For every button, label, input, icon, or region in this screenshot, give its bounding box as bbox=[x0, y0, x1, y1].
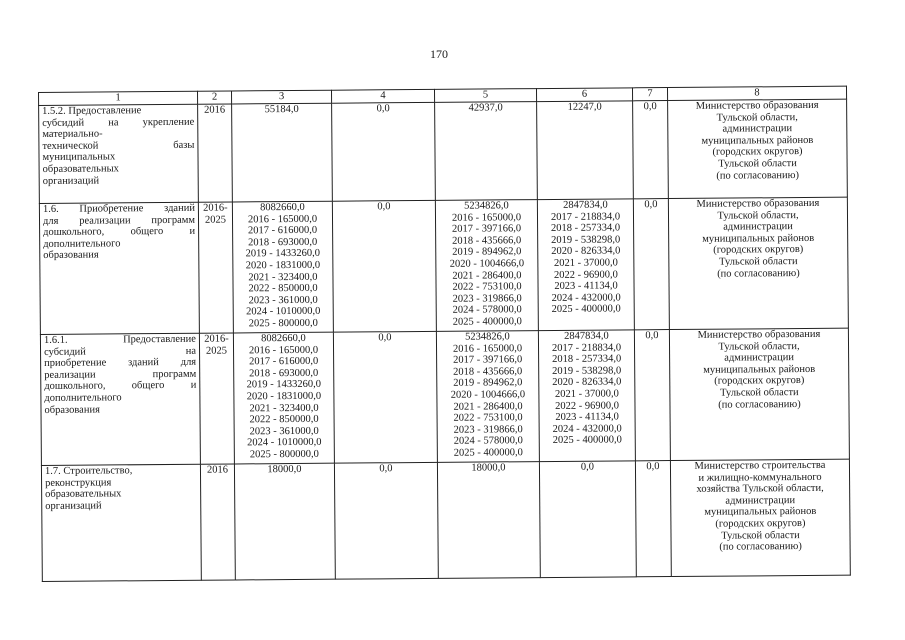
activity-name bbox=[39, 202, 199, 334]
cell-line: 2017 - 218834,0 bbox=[550, 211, 621, 223]
other-funding bbox=[633, 199, 669, 330]
period-cell bbox=[198, 104, 233, 202]
cell-line: реализации программ bbox=[44, 368, 197, 381]
cell-line: 55184,0 bbox=[264, 103, 299, 116]
cell-line: 2021 - 323400,0 bbox=[249, 402, 319, 414]
total-funding bbox=[232, 103, 333, 202]
cell-line: 0,0 bbox=[643, 101, 657, 113]
cell-line: 2017 - 616000,0 bbox=[247, 224, 318, 237]
cell-line: 2018 - 693000,0 bbox=[249, 367, 319, 380]
regional-funding bbox=[435, 200, 538, 332]
executor-cell bbox=[670, 459, 850, 576]
cell-line: Министерство строительства bbox=[694, 459, 826, 472]
column-number: 3 bbox=[231, 90, 331, 104]
cell-line: организаций bbox=[42, 175, 100, 187]
cell-line: 2016 bbox=[206, 464, 229, 476]
cell-line: 2024 - 432000,0 bbox=[551, 292, 621, 304]
cell-line: администрации bbox=[725, 494, 796, 507]
cell-line: 2025 - 800000,0 bbox=[249, 448, 319, 461]
regional-funding bbox=[437, 462, 540, 579]
cell-line: материально- bbox=[42, 128, 103, 141]
cell-line: 2024 - 578000,0 bbox=[452, 304, 522, 317]
cell-line: 2019 - 538298,0 bbox=[551, 234, 621, 246]
cell-line: Тульской области, bbox=[716, 111, 798, 124]
cell-line: образования bbox=[43, 249, 99, 262]
cell-line: 2019 - 538298,0 bbox=[552, 365, 622, 377]
cell-line: и жилищно-коммунального bbox=[698, 471, 822, 484]
cell-line: (по согласованию) bbox=[716, 169, 799, 182]
cell-line: 2018 - 693000,0 bbox=[248, 236, 318, 249]
cell-line: Тульской области bbox=[720, 387, 799, 399]
cell-line: Министерство образования bbox=[695, 99, 819, 112]
cell-line: 2016 - 165000,0 bbox=[247, 213, 318, 225]
cell-line: Тульской области bbox=[718, 158, 797, 170]
cell-line: 2023 - 41134,0 bbox=[555, 411, 619, 424]
cell-line: 2024 - 432000,0 bbox=[552, 423, 622, 435]
cell-line: 2025 - 800000,0 bbox=[248, 317, 318, 330]
cell-line: 0,0 bbox=[644, 199, 658, 211]
cell-line: 2020 - 1004666,0 bbox=[450, 389, 526, 401]
cell-line: 2025 - 400000,0 bbox=[452, 316, 522, 328]
cell-line: 2016 - 165000,0 bbox=[248, 344, 319, 356]
page-number: 170 bbox=[430, 47, 448, 61]
cell-line: 18000,0 bbox=[267, 463, 302, 476]
cell-line: дополнительного bbox=[44, 392, 122, 404]
municipal-funding bbox=[537, 199, 634, 331]
cell-line: 18000,0 bbox=[471, 462, 506, 474]
cell-line: администрации bbox=[722, 123, 793, 135]
cell-line: 2020 - 826334,0 bbox=[551, 245, 621, 258]
column-number: 2 bbox=[197, 91, 231, 104]
municipal-funding bbox=[539, 461, 636, 578]
cell-line: 2025 - 400000,0 bbox=[551, 303, 621, 316]
cell-line: 2847834,0 bbox=[564, 330, 609, 342]
cell-line: 8082660,0 bbox=[260, 201, 305, 214]
cell-line: 2016 bbox=[204, 104, 226, 116]
regional-funding bbox=[435, 102, 538, 201]
table-row bbox=[41, 459, 850, 581]
municipal-funding bbox=[537, 101, 634, 200]
cell-line: дополнительного bbox=[43, 238, 121, 250]
cell-line: 2017 - 616000,0 bbox=[249, 355, 319, 368]
cell-line: муниципальных bbox=[42, 151, 116, 164]
cell-line: 2020 - 1831000,0 bbox=[245, 259, 321, 272]
cell-line: (городских округов) bbox=[715, 517, 806, 530]
cell-line: 5234826,0 bbox=[465, 331, 510, 343]
cell-line: 2016 - 165000,0 bbox=[452, 342, 523, 355]
cell-line: 2018 - 257334,0 bbox=[552, 353, 622, 366]
cell-line: 2025 - 400000,0 bbox=[453, 447, 523, 459]
cell-line: 2024 - 578000,0 bbox=[453, 435, 523, 448]
cell-line: 12247,0 bbox=[567, 101, 602, 113]
cell-line: 2023 - 319866,0 bbox=[453, 423, 523, 436]
municipal-funding bbox=[538, 330, 635, 462]
column-number: 6 bbox=[536, 88, 632, 102]
cell-line: 2022 - 96900,0 bbox=[555, 400, 619, 412]
total-funding bbox=[232, 201, 333, 333]
period-cell bbox=[199, 333, 234, 464]
cell-line: 0,0 bbox=[378, 332, 392, 344]
cell-line: 2025 - 400000,0 bbox=[552, 434, 622, 447]
cell-line: 1.5.2. Предоставление bbox=[42, 105, 142, 117]
cell-line: реконструкция bbox=[45, 477, 112, 489]
cell-line: 2022 - 753100,0 bbox=[453, 412, 523, 424]
federal-funding bbox=[332, 102, 436, 201]
cell-line: для реализации программ bbox=[42, 214, 196, 227]
cell-line: 2019 - 1433260,0 bbox=[246, 379, 322, 391]
cell-line: 2025 bbox=[204, 214, 227, 226]
cell-line: приобретение зданий для bbox=[44, 356, 197, 370]
cell-line: 2018 - 435666,0 bbox=[453, 365, 523, 378]
cell-line: 0,0 bbox=[580, 461, 595, 473]
federal-funding bbox=[334, 462, 438, 579]
cell-line: Министерство образования bbox=[697, 328, 821, 341]
cell-line: администрации bbox=[723, 221, 793, 233]
cell-line: субсидий на bbox=[43, 345, 197, 358]
cell-line: 2016 - 165000,0 bbox=[451, 211, 522, 224]
period-cell bbox=[200, 464, 235, 580]
cell-line: 2021 - 37000,0 bbox=[554, 388, 619, 400]
cell-line: образовательных bbox=[42, 163, 119, 175]
cell-line: 1.6. Приобретение зданий bbox=[42, 202, 195, 215]
cell-line: 2019 - 1433260,0 bbox=[245, 248, 321, 260]
cell-line: 2022 - 96900,0 bbox=[553, 269, 618, 281]
cell-line: 2024 - 1010000,0 bbox=[247, 437, 322, 449]
cell-line: 8082660,0 bbox=[261, 332, 306, 345]
cell-line: организаций bbox=[45, 500, 102, 512]
cell-line: 2020 - 1004666,0 bbox=[449, 258, 525, 270]
column-number: 5 bbox=[434, 89, 536, 103]
cell-line: (по согласованию) bbox=[718, 398, 801, 411]
cell-line: 2024 - 1010000,0 bbox=[246, 306, 321, 318]
column-number: 7 bbox=[632, 88, 667, 101]
cell-line: 2016- bbox=[204, 333, 229, 345]
cell-line: 2019 - 894962,0 bbox=[452, 246, 522, 259]
cell-line: муниципальных районов bbox=[704, 506, 817, 519]
cell-line: 0,0 bbox=[377, 201, 391, 213]
cell-line: 0,0 bbox=[379, 463, 393, 475]
activity-name bbox=[41, 464, 201, 581]
cell-line: 2023 - 361000,0 bbox=[249, 425, 319, 438]
cell-line: 0,0 bbox=[645, 330, 659, 342]
cell-line: 2021 - 286400,0 bbox=[452, 269, 522, 282]
cell-line: 2021 - 37000,0 bbox=[553, 257, 618, 269]
cell-line: (по согласованию) bbox=[717, 267, 800, 280]
cell-line: 2016- bbox=[203, 202, 228, 214]
executor-cell bbox=[668, 99, 848, 198]
period-cell bbox=[198, 202, 233, 333]
cell-line: 5234826,0 bbox=[464, 200, 509, 212]
cell-line: Тульской области, bbox=[718, 340, 800, 353]
cell-line: 2023 - 41134,0 bbox=[554, 280, 618, 293]
cell-line: 1.7. Строительство, bbox=[44, 465, 133, 477]
cell-line: администрации bbox=[724, 352, 794, 364]
cell-line: муниципальных районов bbox=[702, 232, 815, 245]
cell-line: дошкольного, общего и bbox=[43, 225, 196, 239]
cell-line: 2022 - 850000,0 bbox=[248, 282, 318, 295]
executor-cell bbox=[668, 197, 848, 329]
cell-line: 2025 bbox=[205, 345, 228, 357]
column-number: 1 bbox=[39, 91, 198, 105]
other-funding bbox=[634, 330, 670, 461]
cell-line: (по согласованию) bbox=[719, 541, 802, 553]
cell-line: (городских округов) bbox=[714, 375, 805, 388]
executor-cell bbox=[669, 328, 849, 460]
activity-name bbox=[39, 104, 199, 203]
total-funding bbox=[234, 463, 335, 580]
cell-line: технической базы bbox=[42, 139, 195, 152]
cell-line: образовательных bbox=[45, 488, 122, 501]
cell-line: 2017 - 397166,0 bbox=[453, 354, 523, 366]
cell-line: (городских округов) bbox=[713, 244, 804, 257]
cell-line: 2018 - 435666,0 bbox=[452, 234, 522, 247]
table-row bbox=[39, 197, 848, 334]
cell-line: (городских округов) bbox=[712, 146, 803, 159]
federal-funding bbox=[333, 331, 437, 463]
cell-line: 2021 - 323400,0 bbox=[248, 271, 318, 283]
cell-line: 2023 - 319866,0 bbox=[452, 292, 522, 305]
cell-line: муниципальных районов bbox=[701, 134, 814, 147]
federal-funding bbox=[332, 200, 436, 332]
program-activities-table bbox=[38, 86, 851, 582]
cell-line: 2017 - 397166,0 bbox=[451, 223, 522, 235]
cell-line: субсидий на укрепление bbox=[42, 116, 195, 129]
cell-line: 0,0 bbox=[646, 461, 660, 473]
cell-line: дошкольного, общего и bbox=[44, 380, 197, 393]
total-funding bbox=[233, 332, 334, 464]
cell-line: образования bbox=[44, 404, 100, 416]
cell-line: 0,0 bbox=[376, 103, 390, 115]
cell-line: 2017 - 218834,0 bbox=[551, 342, 622, 354]
regional-funding bbox=[436, 331, 539, 463]
cell-line: 2019 - 894962,0 bbox=[453, 377, 523, 390]
cell-line: 2021 - 286400,0 bbox=[453, 400, 523, 413]
cell-line: 2022 - 753100,0 bbox=[452, 281, 522, 293]
cell-line: хозяйства Тульской области, bbox=[696, 483, 824, 496]
other-funding bbox=[633, 101, 669, 199]
cell-line: муниципальных районов bbox=[703, 363, 816, 376]
cell-line: Тульской области, bbox=[717, 209, 799, 222]
table-row bbox=[39, 99, 848, 203]
cell-line: 2847834,0 bbox=[563, 199, 608, 211]
cell-line: 42937,0 bbox=[468, 102, 503, 114]
column-number: 8 bbox=[667, 86, 846, 100]
activity-name bbox=[40, 333, 200, 465]
cell-line: 2020 - 1831000,0 bbox=[246, 390, 322, 403]
cell-line: 2023 - 361000,0 bbox=[248, 294, 318, 307]
cell-line: 2020 - 826334,0 bbox=[552, 376, 622, 389]
cell-line: 2018 - 257334,0 bbox=[550, 222, 621, 235]
column-number: 4 bbox=[331, 89, 434, 103]
cell-line: Тульской области bbox=[721, 529, 800, 542]
cell-line: 2022 - 850000,0 bbox=[249, 413, 319, 426]
other-funding bbox=[635, 461, 671, 577]
cell-line: Министерство образования bbox=[696, 197, 820, 210]
cell-line: Тульской области bbox=[719, 256, 798, 268]
cell-line: 1.6.1. Предоставление bbox=[43, 333, 196, 346]
table-row bbox=[40, 328, 849, 465]
